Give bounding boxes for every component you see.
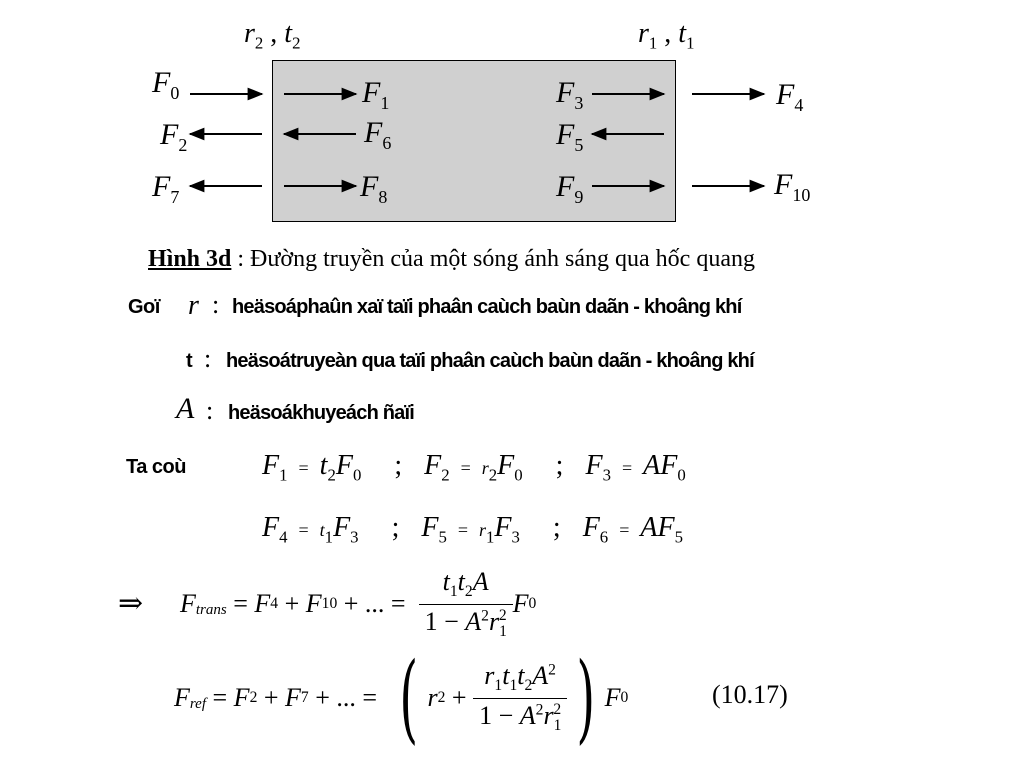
flux-label-f0: $F_0$ <box>152 66 180 103</box>
definition-a-text: heäsoákhuyeách ñaïi <box>228 402 415 424</box>
flux-label-f7: $F_7$ <box>152 170 180 207</box>
flux-label-f8: $F_8$ <box>360 170 388 207</box>
right-interface-label: $r_1$ , $t_1$ <box>638 18 695 53</box>
flux-label-f3: $F_3$ <box>556 76 584 113</box>
left-interface-label: $r_2$ , $t_2$ <box>244 18 301 53</box>
equation-row-2: $F_4 = t_1F_3$ ; $F_5 = r_1F_3$ ; $F_6 = AF_5$ <box>262 512 683 547</box>
caption-text: : Đường truyền của một sóng ánh sáng qua hốc quang <box>231 246 755 272</box>
flux-label-f2: $F_2$ <box>160 118 188 155</box>
equation-number: (10.17) <box>712 680 788 709</box>
equation-row-1: $F_1 = t_2F_0$ ; $F_2 = r_2F_0$ ; $F_3 = AF_0$ <box>262 450 686 485</box>
equations-intro: Ta coù <box>126 456 186 478</box>
definition-r-symbol: r <box>188 290 199 321</box>
definition-r-colon: : <box>212 290 220 319</box>
flux-label-f6: $F_6$ <box>364 116 392 153</box>
flux-label-f10: $F_{10}$ <box>774 168 811 205</box>
implies-symbol: ⇒ <box>118 586 144 621</box>
definition-a-colon: : <box>206 396 214 425</box>
flux-label-f9: $F_9$ <box>556 170 584 207</box>
flux-label-f4: $F_4$ <box>776 78 804 115</box>
definition-t-symbol: t <box>186 350 193 372</box>
definition-intro: Goï <box>128 296 160 318</box>
flux-label-f1: $F_1$ <box>362 76 390 113</box>
definition-a-symbol: A <box>176 392 195 425</box>
definition-t-text: heäsoátruyeàn qua taïi phaân caùch baùn daãn - khoâng khí <box>226 350 754 372</box>
definition-r-text: heäsoáphaûn xaï taïi phaân caùch baùn daãn - khoâng khí <box>232 296 742 318</box>
caption-label: Hình 3d <box>148 246 232 272</box>
definition-t-colon: : <box>204 344 212 373</box>
equation-f-trans: F $_{trans}$ = F 4 + F 10 + ... = $\frac{t_1t_2A}{1 - A^2r_1^2}$ F 0 <box>180 567 537 640</box>
flux-label-f5: $F_5$ <box>556 118 584 155</box>
figure-caption <box>148 246 755 273</box>
equation-f-ref: F $_{ref}$ = F 2 + F 7 + ... = ( r 2 + $\frac{r_1t_1t_2A^2}{1 - A^2r_1^2}$ ) F 0 <box>174 642 629 754</box>
